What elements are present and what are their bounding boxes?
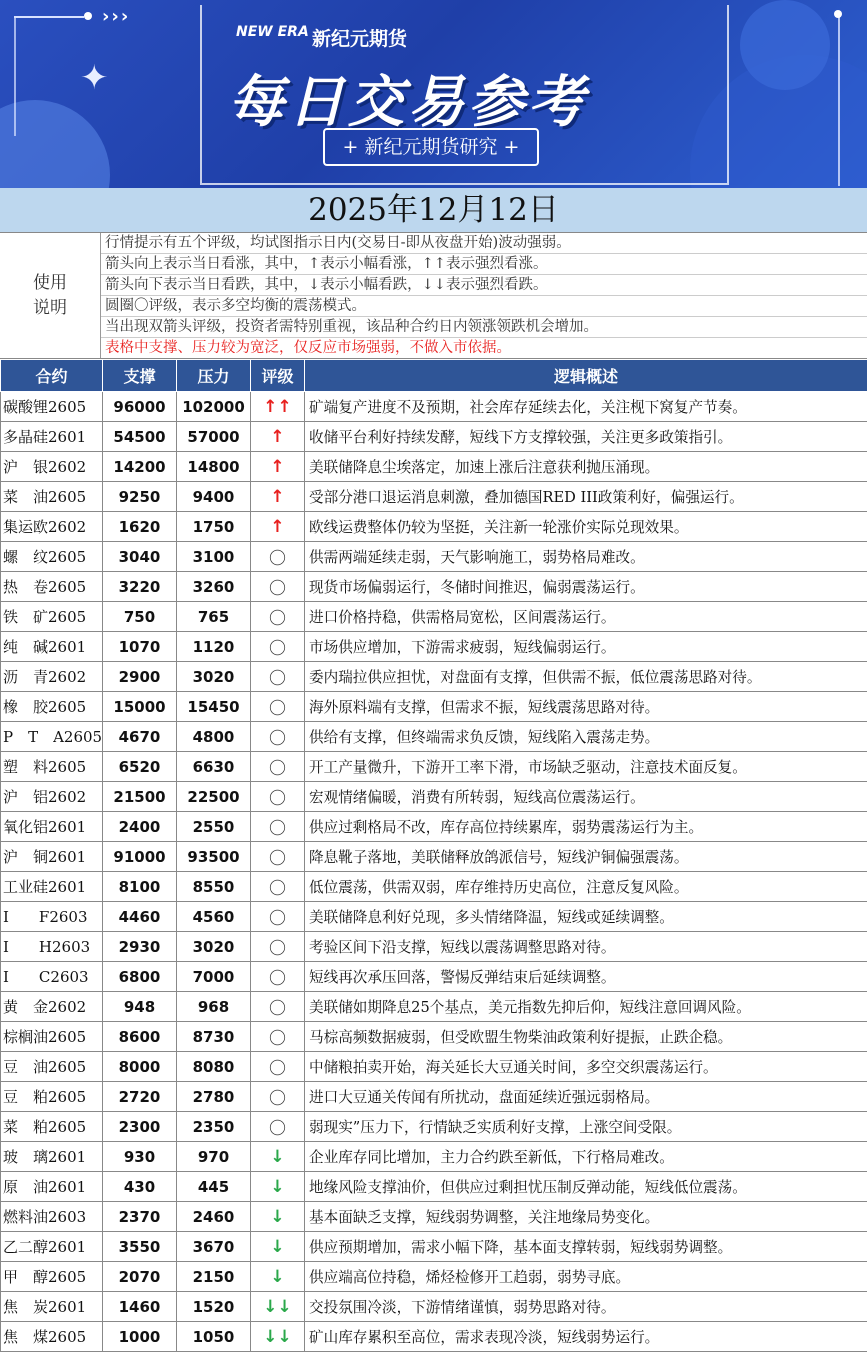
rating-cell xyxy=(251,632,305,662)
support-cell: 6800 xyxy=(103,962,177,992)
header-banner xyxy=(0,0,867,188)
support-cell: 2930 xyxy=(103,932,177,962)
rating-cell xyxy=(251,542,305,572)
pressure-cell: 9400 xyxy=(177,482,251,512)
rating-cell xyxy=(251,962,305,992)
support-cell: 54500 xyxy=(103,422,177,452)
decor-dot xyxy=(84,12,92,20)
pressure-cell: 15450 xyxy=(177,692,251,722)
logic-cell: 美联储如期降息25个基点，美元指数先抑后仰，短线注意回调风险。 xyxy=(305,992,867,1022)
logic-cell: 市场供应增加，下游需求疲弱，短线偏弱运行。 xyxy=(305,632,867,662)
rating-cell xyxy=(251,452,305,482)
table-row xyxy=(1,722,867,752)
support-cell: 96000 xyxy=(103,392,177,422)
pressure-cell: 1120 xyxy=(177,632,251,662)
rating-cell xyxy=(251,1022,305,1052)
pressure-cell: 93500 xyxy=(177,842,251,872)
circle-icon: 〇 xyxy=(269,819,286,839)
rating-cell xyxy=(251,392,305,422)
support-cell: 2370 xyxy=(103,1202,177,1232)
pressure-cell: 445 xyxy=(177,1172,251,1202)
contract-cell: P T A2605 xyxy=(1,722,103,752)
rating-cell xyxy=(251,662,305,692)
pressure-cell: 22500 xyxy=(177,782,251,812)
rating-cell xyxy=(251,572,305,602)
chevrons-icon: ››› xyxy=(102,6,131,27)
table-row xyxy=(1,1082,867,1112)
logic-cell: 地缘风险支撑油价，但供应过剩担忧压制反弹动能，短线低位震荡。 xyxy=(305,1172,867,1202)
logic-cell: 宏观情绪偏暖，消费有所转弱，短线高位震荡运行。 xyxy=(305,782,867,812)
support-cell: 6520 xyxy=(103,752,177,782)
logic-cell: 矿山库存累积至高位，需求表现冷淡，短线弱势运行。 xyxy=(305,1322,867,1352)
rating-cell xyxy=(251,1292,305,1322)
table-row xyxy=(1,1022,867,1052)
table-row xyxy=(1,512,867,542)
decor-line xyxy=(14,16,84,18)
support-cell: 1000 xyxy=(103,1322,177,1352)
usage-line: 当出现双箭头评级，投资者需特别重视，该品种合约日内领涨领跌机会增加。 xyxy=(101,317,867,338)
contract-cell: 沥 青2602 xyxy=(1,662,103,692)
rating-cell xyxy=(251,1232,305,1262)
circle-icon: 〇 xyxy=(269,909,286,929)
table-row xyxy=(1,1112,867,1142)
contract-cell: 玻 璃2601 xyxy=(1,1142,103,1172)
table-row xyxy=(1,662,867,692)
arrow-up-icon: ↑ xyxy=(270,426,285,447)
table-row xyxy=(1,1232,867,1262)
logic-cell: 短线再次承压回落，警惕反弹结束后延续调整。 xyxy=(305,962,867,992)
arrow-down-icon: ↓↓ xyxy=(263,1326,292,1347)
arrow-up-icon: ↑ xyxy=(270,456,285,477)
pressure-cell: 1520 xyxy=(177,1292,251,1322)
rating-cell xyxy=(251,722,305,752)
report-date: 2025年12月12日 xyxy=(0,188,867,233)
logic-cell: 交投氛围冷淡，下游情绪谨慎，弱势思路对待。 xyxy=(305,1292,867,1322)
support-cell: 4460 xyxy=(103,902,177,932)
pressure-cell: 8730 xyxy=(177,1022,251,1052)
usage-line: 行情提示有五个评级，均试图指示日内(交易日-即从夜盘开始)波动强弱。 xyxy=(101,233,867,254)
support-cell: 9250 xyxy=(103,482,177,512)
rating-cell xyxy=(251,812,305,842)
table-row xyxy=(1,1052,867,1082)
logic-cell: 供应端高位持稳，烯烃检修开工趋弱，弱势寻底。 xyxy=(305,1262,867,1292)
rating-cell xyxy=(251,1082,305,1112)
table-row xyxy=(1,692,867,722)
circle-icon: 〇 xyxy=(269,609,286,629)
logic-cell: 美联储降息利好兑现，多头情绪降温，短线或延续调整。 xyxy=(305,902,867,932)
circle-icon: 〇 xyxy=(269,969,286,989)
logic-cell: 欧线运费整体仍较为坚挺，关注新一轮涨价实际兑现效果。 xyxy=(305,512,867,542)
rating-cell xyxy=(251,932,305,962)
circle-icon: 〇 xyxy=(269,579,286,599)
support-cell: 91000 xyxy=(103,842,177,872)
support-cell: 930 xyxy=(103,1142,177,1172)
col-header-logic: 逻辑概述 xyxy=(305,360,867,392)
pressure-cell: 3020 xyxy=(177,662,251,692)
logic-cell: 低位震荡，供需双弱，库存维持历史高位，注意反复风险。 xyxy=(305,872,867,902)
pressure-cell: 2780 xyxy=(177,1082,251,1112)
circle-icon: 〇 xyxy=(269,1119,286,1139)
contract-cell: 螺 纹2605 xyxy=(1,542,103,572)
support-cell: 3040 xyxy=(103,542,177,572)
table-row xyxy=(1,1262,867,1292)
contract-cell: 热 卷2605 xyxy=(1,572,103,602)
rating-cell xyxy=(251,782,305,812)
contract-cell: I C2603 xyxy=(1,962,103,992)
contract-cell: I H2603 xyxy=(1,932,103,962)
contract-cell: 集运欧2602 xyxy=(1,512,103,542)
subtitle: + 新纪元期货研究 + xyxy=(323,128,539,166)
circle-icon: 〇 xyxy=(269,699,286,719)
support-cell: 750 xyxy=(103,602,177,632)
logic-cell: 美联储降息尘埃落定，加速上涨后注意获利抛压涌现。 xyxy=(305,452,867,482)
circle-icon: 〇 xyxy=(269,1059,286,1079)
decor-circle xyxy=(740,0,830,90)
support-cell: 21500 xyxy=(103,782,177,812)
rating-cell xyxy=(251,422,305,452)
usage-section xyxy=(0,233,867,359)
logic-cell: 供应预期增加，需求小幅下降，基本面支撑转弱，短线弱势调整。 xyxy=(305,1232,867,1262)
table-row xyxy=(1,782,867,812)
contract-cell: 焦 炭2601 xyxy=(1,1292,103,1322)
pressure-cell: 968 xyxy=(177,992,251,1022)
table-row xyxy=(1,992,867,1022)
logic-cell: 供给有支撑，但终端需求负反馈，短线陷入震荡走势。 xyxy=(305,722,867,752)
logic-cell: 海外原料端有支撑，但需求不振，短线震荡思路对待。 xyxy=(305,692,867,722)
contract-cell: 工业硅2601 xyxy=(1,872,103,902)
col-header-pressure: 压力 xyxy=(177,360,251,392)
pressure-cell: 8080 xyxy=(177,1052,251,1082)
usage-line: 表格中支撑、压力较为宽泛，仅反应市场强弱，不做入市依据。 xyxy=(105,340,511,356)
table-row xyxy=(1,542,867,572)
arrow-down-icon: ↓ xyxy=(270,1206,285,1227)
logic-cell: 开工产量微升，下游开工率下滑，市场缺乏驱动，注意技术面反复。 xyxy=(305,752,867,782)
pressure-cell: 765 xyxy=(177,602,251,632)
circle-icon: 〇 xyxy=(269,759,286,779)
support-cell: 948 xyxy=(103,992,177,1022)
logic-cell: 进口大豆通关传闻有所扰动，盘面延续近强远弱格局。 xyxy=(305,1082,867,1112)
pressure-cell: 4560 xyxy=(177,902,251,932)
contract-cell: I F2603 xyxy=(1,902,103,932)
rating-cell xyxy=(251,602,305,632)
pressure-cell: 1750 xyxy=(177,512,251,542)
logic-cell: 供应过剩格局不改，库存高位持续累库，弱势震荡运行为主。 xyxy=(305,812,867,842)
rating-cell xyxy=(251,482,305,512)
rating-cell xyxy=(251,1112,305,1142)
rating-cell xyxy=(251,1172,305,1202)
logic-cell: 受部分港口退运消息刺激，叠加德国RED III政策利好，偏强运行。 xyxy=(305,482,867,512)
support-cell: 8000 xyxy=(103,1052,177,1082)
circle-icon: 〇 xyxy=(269,549,286,569)
table-row xyxy=(1,1172,867,1202)
circle-icon: 〇 xyxy=(269,669,286,689)
col-header-support: 支撑 xyxy=(103,360,177,392)
circle-icon: 〇 xyxy=(269,1089,286,1109)
table-row xyxy=(1,1292,867,1322)
table-body xyxy=(1,392,867,1352)
arrow-down-icon: ↓ xyxy=(270,1266,285,1287)
logic-cell: 马棕高频数据疲弱，但受欧盟生物柴油政策利好提振，止跌企稳。 xyxy=(305,1022,867,1052)
contract-cell: 乙二醇2601 xyxy=(1,1232,103,1262)
arrow-down-icon: ↓ xyxy=(270,1146,285,1167)
rating-cell xyxy=(251,1322,305,1352)
pressure-cell: 2150 xyxy=(177,1262,251,1292)
table-row xyxy=(1,902,867,932)
arrow-down-icon: ↓↓ xyxy=(263,1296,292,1317)
contract-cell: 棕榈油2605 xyxy=(1,1022,103,1052)
table-row xyxy=(1,482,867,512)
pressure-cell: 6630 xyxy=(177,752,251,782)
table-row xyxy=(1,1202,867,1232)
usage-line: 箭头向下表示当日看跌，其中，↓表示小幅看跌，↓↓表示强烈看跌。 xyxy=(101,275,867,296)
trading-table xyxy=(0,359,867,1352)
table-row xyxy=(1,632,867,662)
table-row xyxy=(1,842,867,872)
col-header-rating: 评级 xyxy=(251,360,305,392)
pressure-cell: 3670 xyxy=(177,1232,251,1262)
arrow-up-icon: ↑ xyxy=(270,486,285,507)
contract-cell: 甲 醇2605 xyxy=(1,1262,103,1292)
table-row xyxy=(1,872,867,902)
table-row xyxy=(1,752,867,782)
contract-cell: 碳酸锂2605 xyxy=(1,392,103,422)
logic-cell: 进口价格持稳，供需格局宽松，区间震荡运行。 xyxy=(305,602,867,632)
circle-icon: 〇 xyxy=(269,849,286,869)
support-cell: 2400 xyxy=(103,812,177,842)
support-cell: 3220 xyxy=(103,572,177,602)
support-cell: 430 xyxy=(103,1172,177,1202)
table-header-row xyxy=(1,360,867,392)
circle-icon: 〇 xyxy=(269,999,286,1019)
logic-cell: 矿端复产进度不及预期，社会库存延续去化，关注枧下窝复产节奏。 xyxy=(305,392,867,422)
contract-cell: 沪 铝2602 xyxy=(1,782,103,812)
pressure-cell: 57000 xyxy=(177,422,251,452)
pressure-cell: 3100 xyxy=(177,542,251,572)
contract-cell: 橡 胶2605 xyxy=(1,692,103,722)
page-title: 每日交易参考 xyxy=(228,70,588,135)
contract-cell: 沪 铜2601 xyxy=(1,842,103,872)
rating-cell xyxy=(251,1262,305,1292)
pressure-cell: 3020 xyxy=(177,932,251,962)
pressure-cell: 102000 xyxy=(177,392,251,422)
pressure-cell: 3260 xyxy=(177,572,251,602)
support-cell: 3550 xyxy=(103,1232,177,1262)
contract-cell: 菜 油2605 xyxy=(1,482,103,512)
support-cell: 1070 xyxy=(103,632,177,662)
support-cell: 4670 xyxy=(103,722,177,752)
rating-cell xyxy=(251,1052,305,1082)
pressure-cell: 4800 xyxy=(177,722,251,752)
logic-cell: 降息靴子落地，美联储释放鸽派信号，短线沪铜偏强震荡。 xyxy=(305,842,867,872)
logic-cell: 供需两端延续走弱，天气影响施工，弱势格局难改。 xyxy=(305,542,867,572)
rating-cell xyxy=(251,842,305,872)
col-header-contract: 合约 xyxy=(1,360,103,392)
circle-icon: 〇 xyxy=(269,879,286,899)
table-row xyxy=(1,452,867,482)
support-cell: 2720 xyxy=(103,1082,177,1112)
support-cell: 8600 xyxy=(103,1022,177,1052)
sparkle-icon: ✦ xyxy=(80,58,109,98)
contract-cell: 铁 矿2605 xyxy=(1,602,103,632)
table-row xyxy=(1,962,867,992)
logic-cell: 收储平台利好持续发酵，短线下方支撑较强，关注更多政策指引。 xyxy=(305,422,867,452)
usage-label: 使用说明 xyxy=(0,233,101,358)
rating-cell xyxy=(251,872,305,902)
arrow-down-icon: ↓ xyxy=(270,1236,285,1257)
pressure-cell: 970 xyxy=(177,1142,251,1172)
pressure-cell: 14800 xyxy=(177,452,251,482)
pressure-cell: 1050 xyxy=(177,1322,251,1352)
table-row xyxy=(1,812,867,842)
table-row xyxy=(1,422,867,452)
contract-cell: 燃料油2603 xyxy=(1,1202,103,1232)
support-cell: 2070 xyxy=(103,1262,177,1292)
pressure-cell: 2550 xyxy=(177,812,251,842)
support-cell: 2300 xyxy=(103,1112,177,1142)
decor-circle xyxy=(0,100,110,188)
rating-cell xyxy=(251,752,305,782)
contract-cell: 纯 碱2601 xyxy=(1,632,103,662)
contract-cell: 塑 料2605 xyxy=(1,752,103,782)
circle-icon: 〇 xyxy=(269,729,286,749)
contract-cell: 豆 油2605 xyxy=(1,1052,103,1082)
rating-cell xyxy=(251,992,305,1022)
logic-cell: 基本面缺乏支撑，短线弱势调整，关注地缘局势变化。 xyxy=(305,1202,867,1232)
rating-cell xyxy=(251,1142,305,1172)
support-cell: 1620 xyxy=(103,512,177,542)
support-cell: 1460 xyxy=(103,1292,177,1322)
logo-name: 新纪元期货 xyxy=(312,28,408,50)
rating-cell xyxy=(251,692,305,722)
table-row xyxy=(1,602,867,632)
support-cell: 8100 xyxy=(103,872,177,902)
rating-cell xyxy=(251,1202,305,1232)
arrow-down-icon: ↓ xyxy=(270,1176,285,1197)
decor-line xyxy=(14,16,16,136)
circle-icon: 〇 xyxy=(269,1029,286,1049)
contract-cell: 焦 煤2605 xyxy=(1,1322,103,1352)
table-row xyxy=(1,572,867,602)
usage-line: 圆圈〇评级，表示多空均衡的震荡模式。 xyxy=(101,296,867,317)
logic-cell: 现货市场偏弱运行，冬储时间推迟，偏弱震荡运行。 xyxy=(305,572,867,602)
rating-cell xyxy=(251,902,305,932)
arrow-up-icon: ↑↑ xyxy=(263,396,292,417)
table-row xyxy=(1,1322,867,1352)
usage-lines xyxy=(101,233,867,358)
support-cell: 2900 xyxy=(103,662,177,692)
logic-cell: 中储粮拍卖开始，海关延长大豆通关时间，多空交织震荡运行。 xyxy=(305,1052,867,1082)
contract-cell: 沪 银2602 xyxy=(1,452,103,482)
decor-dot xyxy=(834,10,842,18)
circle-icon: 〇 xyxy=(269,789,286,809)
pressure-cell: 2350 xyxy=(177,1112,251,1142)
table-row xyxy=(1,392,867,422)
logic-cell: 企业库存同比增加，主力合约跌至新低，下行格局难改。 xyxy=(305,1142,867,1172)
contract-cell: 多晶硅2601 xyxy=(1,422,103,452)
contract-cell: 原 油2601 xyxy=(1,1172,103,1202)
pressure-cell: 2460 xyxy=(177,1202,251,1232)
contract-cell: 氧化铝2601 xyxy=(1,812,103,842)
pressure-cell: 8550 xyxy=(177,872,251,902)
usage-line: 箭头向上表示当日看涨，其中，↑表示小幅看涨，↑↑表示强烈看涨。 xyxy=(101,254,867,275)
circle-icon: 〇 xyxy=(269,639,286,659)
contract-cell: 菜 粕2605 xyxy=(1,1112,103,1142)
logic-cell: 考验区间下沿支撑，短线以震荡调整思路对待。 xyxy=(305,932,867,962)
support-cell: 15000 xyxy=(103,692,177,722)
logic-cell: 弱现实”压力下，行情缺乏实质利好支撑，上涨空间受限。 xyxy=(305,1112,867,1142)
table-row xyxy=(1,1142,867,1172)
arrow-up-icon: ↑ xyxy=(270,516,285,537)
contract-cell: 豆 粕2605 xyxy=(1,1082,103,1112)
pressure-cell: 7000 xyxy=(177,962,251,992)
contract-cell: 黄 金2602 xyxy=(1,992,103,1022)
table-row xyxy=(1,932,867,962)
decor-line xyxy=(838,16,840,186)
circle-icon: 〇 xyxy=(269,939,286,959)
logic-cell: 委内瑞拉供应担忧，对盘面有支撑，但供需不振，低位震荡思路对待。 xyxy=(305,662,867,692)
rating-cell xyxy=(251,512,305,542)
support-cell: 14200 xyxy=(103,452,177,482)
logo-text: NEW ERA xyxy=(236,24,309,40)
